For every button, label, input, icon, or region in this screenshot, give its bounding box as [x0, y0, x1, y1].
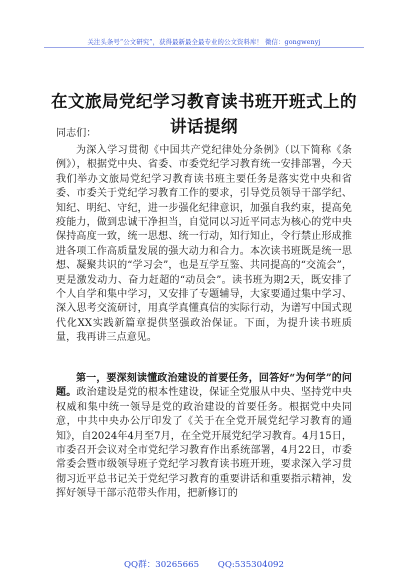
- salutation: 同志们：: [56, 128, 97, 139]
- header-divider: [44, 47, 364, 48]
- paragraph-first-point: [56, 372, 352, 502]
- header-banner: 关注头条号“公文研究”，获得最新最全最专业的公文资料库！ 微信：gongwenyj: [87, 38, 321, 46]
- footer-qq: QQ:535304092: [217, 560, 284, 570]
- document-title-line2: 讲话提纲: [170, 117, 238, 136]
- first-point-heading: 第一，要深刻读懂政治建设的首要任务，回答好“为何学”的问题。: [56, 373, 352, 399]
- document-title-line1: 在文旅局党纪学习教育读书班开班式上的: [51, 92, 357, 111]
- paragraph-intro: 为深入学习贯彻《中国共产党纪律处分条例》（以下简称《条例》），根据党中央、省委、市委党纪学习教育统一安排部署，今天我们举办文旅局党纪学习教育读书班主要任务是落实党中央和省委、市委关于党纪学习教育工作的要求，引导党员领导干部学纪、知纪、明纪、守纪，进一步强化纪律意识，加强自我约束，提高免疫能力，做到忠诚干净担当，自觉同以习近平同志为核心的党中央保持高度一致，统一思想、统一行动，知行知止，令行禁止形成推进各项工作高质量发展的强大动力和合力。本次读书班既是统一思想、凝聚共识的“学习会”，也是互学互鉴、共同提高的“交流会”，更是激发动力、奋力赶超的“动员会”。读书班为期2天，既安排了个人自学和集中学习，又安排了专题辅导，大家要通过集中学习、深入思考交流研讨，用真学真懂真信的实际行动，为谱写中国式现代化XX实践新篇章提供坚强政治保证。下面，为提升读书班质量，我再讲三点意见。: [56, 145, 352, 344]
- footer-contact: [0, 558, 408, 570]
- footer-qq-group: QQ群：30265665: [124, 560, 200, 570]
- first-point-body: 政治建设是党的根本性建设，保证全党服从中央、坚持党中央权威和集中统一领导是党的政治建设的首要任务。根据党中央同意，中共中央办公厅印发了《关于在全党开展党纪学习教育的通知》，自2024年4月至7月，在全党开展党纪学习教育。4月15日，市委召开会议对全市党纪学习教育作出系统部署，4月22日，市委常委会暨市级领导班子党纪学习教育读书班开班，要求深入学习贯彻习近平总书记关于党纪学习教育的重要讲话和重要指示精神，发挥好领导干部示范带头作用，把新修订的: [56, 387, 352, 500]
